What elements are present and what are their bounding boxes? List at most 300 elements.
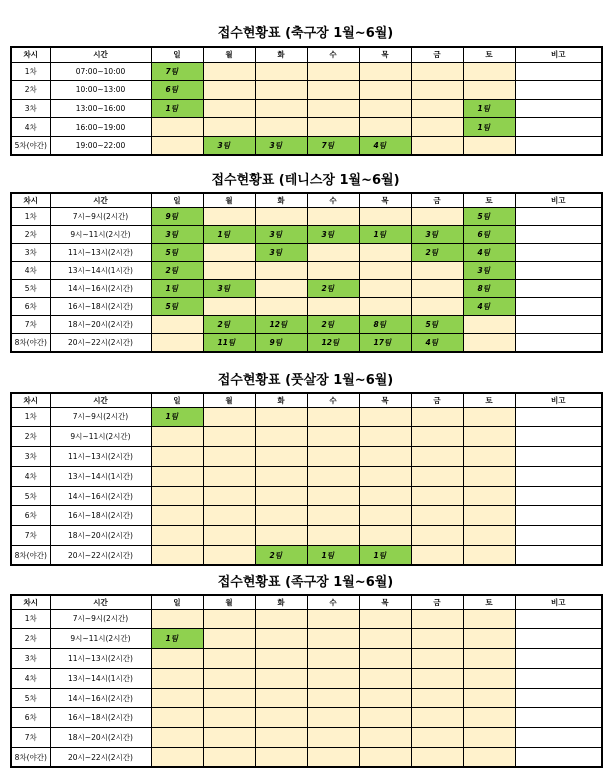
- time-cell: 9시~11시(2시간): [50, 427, 151, 447]
- time-cell: 16:00~19:00: [50, 118, 151, 137]
- day-cell: [411, 506, 463, 526]
- day-cell: [203, 99, 255, 118]
- time-cell: 18시~20시(2시간): [50, 316, 151, 334]
- day-header: 금: [411, 595, 463, 609]
- day-cell: [307, 207, 359, 225]
- note-header: 비고: [515, 393, 602, 407]
- day-header: 토: [463, 393, 515, 407]
- round-cell: 7차: [11, 526, 50, 546]
- round-cell: 3차: [11, 243, 50, 261]
- day-cell: [203, 486, 255, 506]
- round-cell: 4차: [11, 118, 50, 137]
- table-row: [11, 649, 602, 669]
- day-cell: [411, 297, 463, 315]
- day-cell: [411, 407, 463, 427]
- time-cell: 11시~13시(2시간): [50, 447, 151, 467]
- note-cell: [515, 447, 602, 467]
- day-cell: 3팀: [307, 225, 359, 243]
- day-cell: [255, 668, 307, 688]
- time-cell: 11시~13시(2시간): [50, 649, 151, 669]
- day-cell: [307, 81, 359, 100]
- round-cell: 6차: [11, 708, 50, 728]
- time-cell: 14시~16시(2시간): [50, 486, 151, 506]
- day-cell: 3팀: [255, 225, 307, 243]
- round-cell: 5차(야간): [11, 136, 50, 155]
- note-cell: [515, 688, 602, 708]
- day-cell: 1팀: [307, 546, 359, 566]
- day-cell: [151, 118, 203, 137]
- day-cell: [307, 728, 359, 748]
- day-cell: 1팀: [151, 407, 203, 427]
- note-cell: [515, 243, 602, 261]
- day-cell: [255, 81, 307, 100]
- day-cell: 5팀: [151, 243, 203, 261]
- day-cell: [359, 668, 411, 688]
- day-cell: [203, 118, 255, 137]
- round-cell: 5차: [11, 486, 50, 506]
- time-cell: 13시~14시(1시간): [50, 668, 151, 688]
- day-cell: 4팀: [411, 334, 463, 352]
- day-cell: [255, 526, 307, 546]
- table-row: [11, 207, 602, 225]
- round-cell: 6차: [11, 506, 50, 526]
- day-cell: [411, 118, 463, 137]
- day-cell: [411, 668, 463, 688]
- day-cell: [463, 609, 515, 629]
- time-cell: 7시~9시(2시간): [50, 207, 151, 225]
- day-cell: [203, 649, 255, 669]
- day-cell: [151, 334, 203, 352]
- round-cell: 3차: [11, 99, 50, 118]
- day-cell: [411, 99, 463, 118]
- note-cell: [515, 748, 602, 768]
- day-cell: [307, 708, 359, 728]
- table-row: [11, 546, 602, 566]
- round-cell: 7차: [11, 316, 50, 334]
- day-cell: [203, 427, 255, 447]
- day-cell: [307, 466, 359, 486]
- day-cell: 8팀: [359, 316, 411, 334]
- day-cell: [463, 728, 515, 748]
- day-cell: [151, 427, 203, 447]
- day-cell: [463, 526, 515, 546]
- note-cell: [515, 62, 602, 81]
- day-cell: [463, 748, 515, 768]
- day-cell: [411, 261, 463, 279]
- table-row: [11, 118, 602, 137]
- table-row: [11, 466, 602, 486]
- day-cell: 3팀: [463, 261, 515, 279]
- day-cell: [411, 688, 463, 708]
- time-header: 시간: [50, 595, 151, 609]
- day-cell: [463, 688, 515, 708]
- day-cell: 2팀: [203, 316, 255, 334]
- round-cell: 2차: [11, 427, 50, 447]
- day-cell: [307, 261, 359, 279]
- day-header: 토: [463, 47, 515, 62]
- table-row: [11, 609, 602, 629]
- day-cell: [203, 708, 255, 728]
- day-cell: [359, 506, 411, 526]
- day-cell: [411, 81, 463, 100]
- day-cell: [151, 649, 203, 669]
- day-cell: 2팀: [151, 261, 203, 279]
- time-cell: 11시~13시(2시간): [50, 243, 151, 261]
- table-row: [11, 407, 602, 427]
- day-cell: [411, 649, 463, 669]
- day-cell: 3팀: [255, 243, 307, 261]
- day-header: 월: [203, 393, 255, 407]
- time-cell: 9시~11시(2시간): [50, 225, 151, 243]
- day-cell: [463, 708, 515, 728]
- day-cell: [151, 609, 203, 629]
- day-header: 수: [307, 595, 359, 609]
- time-cell: 16시~18시(2시간): [50, 708, 151, 728]
- day-header: 금: [411, 47, 463, 62]
- note-cell: [515, 708, 602, 728]
- day-cell: [463, 466, 515, 486]
- time-cell: 13시~14시(1시간): [50, 466, 151, 486]
- day-cell: [463, 486, 515, 506]
- day-cell: [307, 243, 359, 261]
- day-cell: [203, 506, 255, 526]
- day-cell: [203, 62, 255, 81]
- day-cell: 3팀: [255, 136, 307, 155]
- time-cell: 14시~16시(2시간): [50, 279, 151, 297]
- note-cell: [515, 486, 602, 506]
- day-header: 화: [255, 47, 307, 62]
- day-cell: [203, 728, 255, 748]
- table-row: [11, 136, 602, 155]
- day-cell: [411, 466, 463, 486]
- day-cell: [411, 136, 463, 155]
- day-cell: [463, 668, 515, 688]
- day-cell: [359, 526, 411, 546]
- time-cell: 14시~16시(2시간): [50, 688, 151, 708]
- day-cell: [255, 649, 307, 669]
- table-row: [11, 316, 602, 334]
- day-cell: [359, 407, 411, 427]
- time-cell: 20시~22시(2시간): [50, 546, 151, 566]
- day-header: 목: [359, 47, 411, 62]
- table-row: [11, 243, 602, 261]
- table-row: [11, 297, 602, 315]
- note-cell: [515, 546, 602, 566]
- day-cell: [463, 334, 515, 352]
- day-cell: [151, 546, 203, 566]
- day-cell: [255, 407, 307, 427]
- round-cell: 2차: [11, 629, 50, 649]
- note-cell: [515, 629, 602, 649]
- day-cell: [411, 427, 463, 447]
- day-cell: 1팀: [463, 99, 515, 118]
- table-row: [11, 225, 602, 243]
- day-cell: [359, 62, 411, 81]
- table-row: [11, 526, 602, 546]
- day-cell: [307, 629, 359, 649]
- note-cell: [515, 649, 602, 669]
- day-header: 목: [359, 595, 411, 609]
- day-cell: 1팀: [203, 225, 255, 243]
- day-cell: [359, 207, 411, 225]
- time-header: 시간: [50, 393, 151, 407]
- day-cell: [359, 609, 411, 629]
- day-cell: [307, 447, 359, 467]
- day-header: 일: [151, 595, 203, 609]
- time-cell: 10:00~13:00: [50, 81, 151, 100]
- schedule-table: [10, 46, 603, 156]
- day-cell: [307, 526, 359, 546]
- header-row: [11, 47, 602, 62]
- day-cell: 8팀: [463, 279, 515, 297]
- day-cell: [203, 526, 255, 546]
- note-cell: [515, 728, 602, 748]
- day-cell: [411, 748, 463, 768]
- day-cell: [411, 609, 463, 629]
- day-cell: [359, 243, 411, 261]
- day-cell: [151, 506, 203, 526]
- note-cell: [515, 99, 602, 118]
- header-row: [11, 393, 602, 407]
- day-cell: [151, 708, 203, 728]
- day-cell: [307, 609, 359, 629]
- day-cell: [203, 407, 255, 427]
- day-cell: [255, 466, 307, 486]
- table-row: [11, 279, 602, 297]
- round-cell: 1차: [11, 207, 50, 225]
- day-cell: [255, 118, 307, 137]
- day-cell: 9팀: [255, 334, 307, 352]
- note-cell: [515, 136, 602, 155]
- day-cell: [463, 506, 515, 526]
- day-cell: [359, 748, 411, 768]
- round-cell: 4차: [11, 466, 50, 486]
- day-cell: 1팀: [359, 546, 411, 566]
- day-cell: 12팀: [255, 316, 307, 334]
- round-cell: 8차(야간): [11, 546, 50, 566]
- day-cell: [359, 728, 411, 748]
- day-cell: [307, 118, 359, 137]
- day-cell: [411, 546, 463, 566]
- note-cell: [515, 81, 602, 100]
- day-cell: [463, 427, 515, 447]
- day-cell: [463, 316, 515, 334]
- day-cell: [463, 136, 515, 155]
- day-header: 월: [203, 595, 255, 609]
- day-cell: [151, 447, 203, 467]
- time-header: 시간: [50, 47, 151, 62]
- day-cell: [307, 649, 359, 669]
- day-cell: [203, 629, 255, 649]
- table-row: [11, 81, 602, 100]
- time-cell: 7시~9시(2시간): [50, 407, 151, 427]
- day-cell: 3팀: [151, 225, 203, 243]
- day-cell: 3팀: [411, 225, 463, 243]
- round-header: 차시: [11, 393, 50, 407]
- day-cell: [203, 447, 255, 467]
- day-header: 월: [203, 47, 255, 62]
- note-cell: [515, 316, 602, 334]
- day-cell: [359, 118, 411, 137]
- day-header: 일: [151, 393, 203, 407]
- day-cell: [151, 728, 203, 748]
- round-cell: 7차: [11, 728, 50, 748]
- note-cell: [515, 407, 602, 427]
- day-header: 일: [151, 193, 203, 207]
- day-cell: [463, 407, 515, 427]
- note-header: 비고: [515, 47, 602, 62]
- day-cell: 4팀: [359, 136, 411, 155]
- day-header: 화: [255, 193, 307, 207]
- day-cell: [411, 62, 463, 81]
- day-cell: [203, 81, 255, 100]
- day-cell: [203, 207, 255, 225]
- day-cell: 6팀: [151, 81, 203, 100]
- day-cell: 1팀: [151, 99, 203, 118]
- round-header: 차시: [11, 595, 50, 609]
- day-cell: [255, 708, 307, 728]
- day-header: 월: [203, 193, 255, 207]
- day-cell: 2팀: [307, 279, 359, 297]
- round-cell: 2차: [11, 81, 50, 100]
- day-cell: [307, 668, 359, 688]
- day-cell: 5팀: [463, 207, 515, 225]
- day-cell: 12팀: [307, 334, 359, 352]
- day-cell: [307, 297, 359, 315]
- day-cell: [411, 207, 463, 225]
- day-cell: [411, 629, 463, 649]
- day-cell: [255, 447, 307, 467]
- day-cell: [411, 486, 463, 506]
- day-cell: [255, 62, 307, 81]
- day-cell: 7팀: [151, 62, 203, 81]
- time-cell: 20시~22시(2시간): [50, 334, 151, 352]
- time-header: 시간: [50, 193, 151, 207]
- day-cell: [255, 748, 307, 768]
- day-cell: 3팀: [203, 279, 255, 297]
- table-row: [11, 506, 602, 526]
- day-cell: 2팀: [411, 243, 463, 261]
- day-cell: [359, 486, 411, 506]
- table-row: [11, 708, 602, 728]
- header-row: [11, 595, 602, 609]
- day-header: 일: [151, 47, 203, 62]
- day-cell: [255, 279, 307, 297]
- day-header: 토: [463, 193, 515, 207]
- round-header: 차시: [11, 193, 50, 207]
- day-cell: [307, 407, 359, 427]
- day-cell: 3팀: [203, 136, 255, 155]
- round-cell: 4차: [11, 261, 50, 279]
- schedule-table: [10, 192, 603, 353]
- day-cell: 5팀: [151, 297, 203, 315]
- time-cell: 9시~11시(2시간): [50, 629, 151, 649]
- day-cell: [255, 427, 307, 447]
- table-row: [11, 748, 602, 768]
- section-title: 접수현황표 (족구장 1월~6월): [217, 575, 394, 590]
- day-cell: [411, 526, 463, 546]
- table-row: [11, 62, 602, 81]
- day-cell: [307, 427, 359, 447]
- day-cell: [411, 728, 463, 748]
- day-cell: [203, 466, 255, 486]
- time-cell: 7시~9시(2시간): [50, 609, 151, 629]
- note-cell: [515, 297, 602, 315]
- round-cell: 8차(야간): [11, 334, 50, 352]
- day-cell: 4팀: [463, 297, 515, 315]
- round-cell: 1차: [11, 62, 50, 81]
- note-cell: [515, 261, 602, 279]
- day-cell: 17팀: [359, 334, 411, 352]
- day-cell: 1팀: [151, 279, 203, 297]
- note-cell: [515, 207, 602, 225]
- day-cell: [359, 297, 411, 315]
- table-row: [11, 486, 602, 506]
- day-cell: [203, 261, 255, 279]
- day-cell: [255, 688, 307, 708]
- day-cell: [359, 466, 411, 486]
- time-cell: 16시~18시(2시간): [50, 297, 151, 315]
- note-cell: [515, 609, 602, 629]
- table-row: [11, 427, 602, 447]
- day-cell: [359, 708, 411, 728]
- day-cell: [307, 486, 359, 506]
- day-header: 화: [255, 393, 307, 407]
- day-header: 금: [411, 393, 463, 407]
- day-cell: [359, 99, 411, 118]
- day-cell: [307, 99, 359, 118]
- day-cell: [307, 688, 359, 708]
- round-cell: 8차(야간): [11, 748, 50, 768]
- day-cell: [255, 207, 307, 225]
- day-header: 목: [359, 193, 411, 207]
- round-cell: 5차: [11, 688, 50, 708]
- day-cell: 2팀: [307, 316, 359, 334]
- day-cell: [255, 486, 307, 506]
- note-cell: [515, 279, 602, 297]
- day-header: 금: [411, 193, 463, 207]
- day-cell: [307, 748, 359, 768]
- time-cell: 18시~20시(2시간): [50, 728, 151, 748]
- day-cell: 1팀: [151, 629, 203, 649]
- day-cell: [463, 447, 515, 467]
- day-cell: [359, 261, 411, 279]
- schedule-table: [10, 594, 603, 768]
- day-cell: [151, 668, 203, 688]
- day-cell: 1팀: [463, 118, 515, 137]
- day-cell: [359, 447, 411, 467]
- day-cell: 1팀: [359, 225, 411, 243]
- day-cell: [463, 81, 515, 100]
- day-cell: 11팀: [203, 334, 255, 352]
- day-cell: [203, 688, 255, 708]
- day-cell: [255, 609, 307, 629]
- day-cell: [255, 261, 307, 279]
- day-cell: [203, 668, 255, 688]
- round-cell: 4차: [11, 668, 50, 688]
- time-cell: 07:00~10:00: [50, 62, 151, 81]
- section-title: 접수현황표 (축구장 1월~6월): [217, 26, 394, 41]
- schedule-table: [10, 392, 603, 566]
- day-cell: [255, 629, 307, 649]
- round-header: 차시: [11, 47, 50, 62]
- round-cell: 2차: [11, 225, 50, 243]
- day-cell: 7팀: [307, 136, 359, 155]
- note-cell: [515, 466, 602, 486]
- day-cell: 4팀: [463, 243, 515, 261]
- day-header: 화: [255, 595, 307, 609]
- day-cell: [203, 609, 255, 629]
